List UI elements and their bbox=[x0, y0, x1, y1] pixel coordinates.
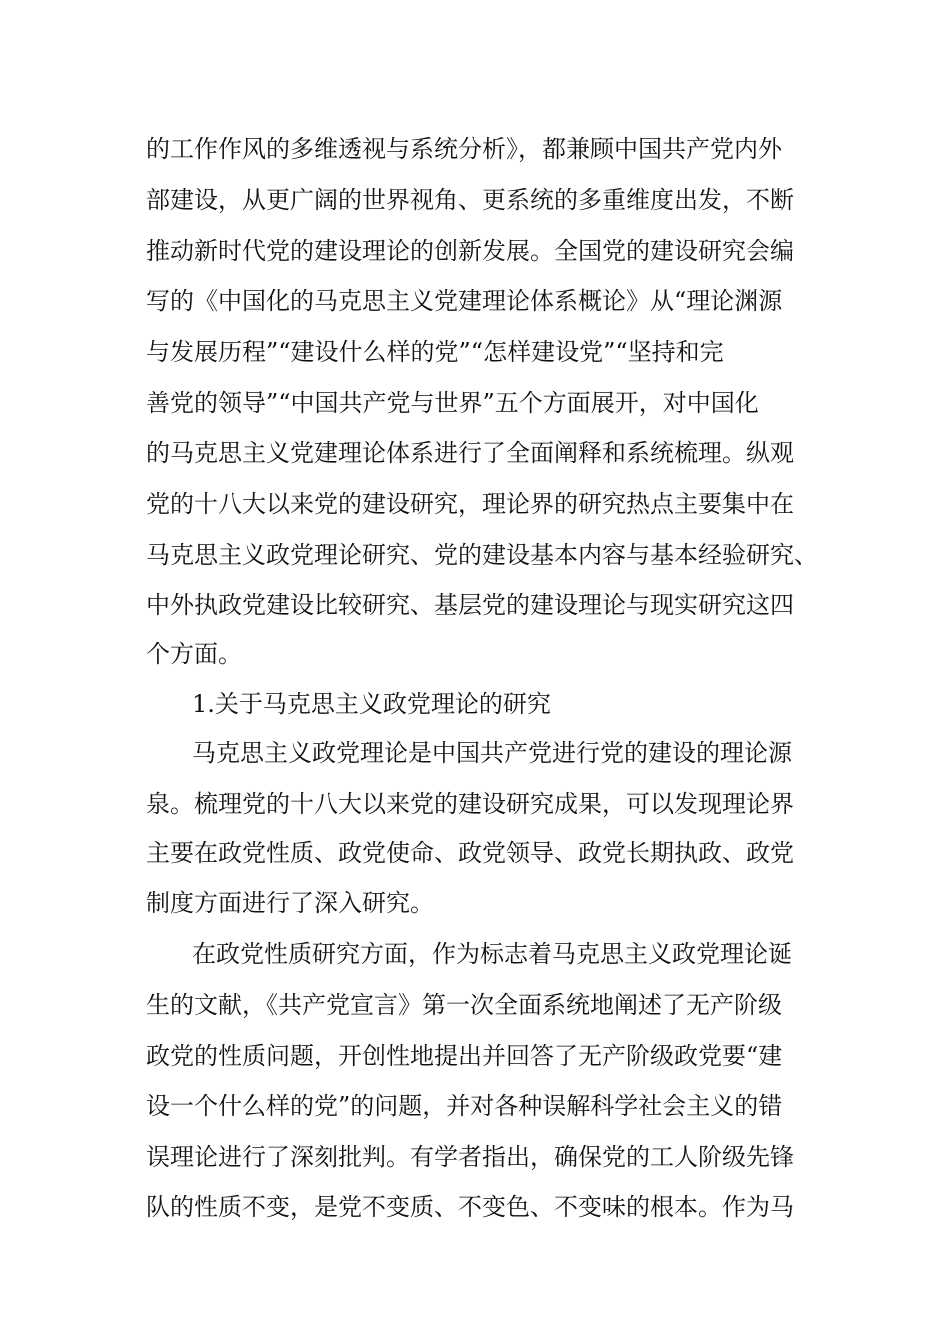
text-line: 在政党性质研究方面，作为标志着马克思主义政党理论诞 bbox=[192, 940, 792, 968]
section-heading: 1.关于马克思主义政党理论的研究 bbox=[192, 690, 551, 718]
text-line: 党的十八大以来党的建设研究，理论界的研究热点主要集中在 bbox=[146, 490, 794, 518]
text-line: 善党的领导”“中国共产党与世界”五个方面展开，对中国化 bbox=[146, 389, 759, 417]
text-line: 的工作作风的多维透视与系统分析》，都兼顾中国共产党内外 bbox=[146, 135, 782, 163]
text-line: 泉。梳理党的十八大以来党的建设研究成果，可以发现理论界 bbox=[146, 790, 794, 818]
text-line: 制度方面进行了深入研究。 bbox=[146, 889, 434, 917]
text-line: 部建设，从更广阔的世界视角、更系统的多重维度出发，不断 bbox=[146, 186, 794, 214]
text-line: 马克思主义政党理论研究、党的建设基本内容与基本经验研究、 bbox=[146, 541, 818, 569]
text-line: 主要在政党性质、政党使命、政党领导、政党长期执政、政党 bbox=[146, 839, 794, 867]
text-line: 马克思主义政党理论是中国共产党进行党的建设的理论源 bbox=[192, 739, 792, 767]
text-line: 设一个什么样的党”的问题，并对各种误解科学社会主义的错 bbox=[146, 1092, 783, 1120]
text-line: 生的文献，《共产党宣言》第一次全面系统地阐述了无产阶级 bbox=[146, 991, 782, 1019]
text-line: 个方面。 bbox=[146, 640, 242, 668]
text-line: 推动新时代党的建设理论的创新发展。全国党的建设研究会编 bbox=[146, 237, 794, 265]
text-line: 写的《中国化的马克思主义党建理论体系概论》从“理论渊源 bbox=[146, 287, 783, 315]
text-line: 的马克思主义党建理论体系进行了全面阐释和系统梳理。纵观 bbox=[146, 439, 794, 467]
text-line: 误理论进行了深刻批判。有学者指出，确保党的工人阶级先锋 bbox=[146, 1143, 794, 1171]
text-line: 中外执政党建设比较研究、基层党的建设理论与现实研究这四 bbox=[146, 591, 794, 619]
text-line: 队的性质不变，是党不变质、不变色、不变味的根本。作为马 bbox=[146, 1193, 794, 1221]
text-line: 政党的性质问题，开创性地提出并回答了无产阶级政党要“建 bbox=[146, 1042, 783, 1070]
text-line: 与发展历程”“建设什么样的党”“怎样建设党”“坚持和完 bbox=[146, 338, 724, 366]
